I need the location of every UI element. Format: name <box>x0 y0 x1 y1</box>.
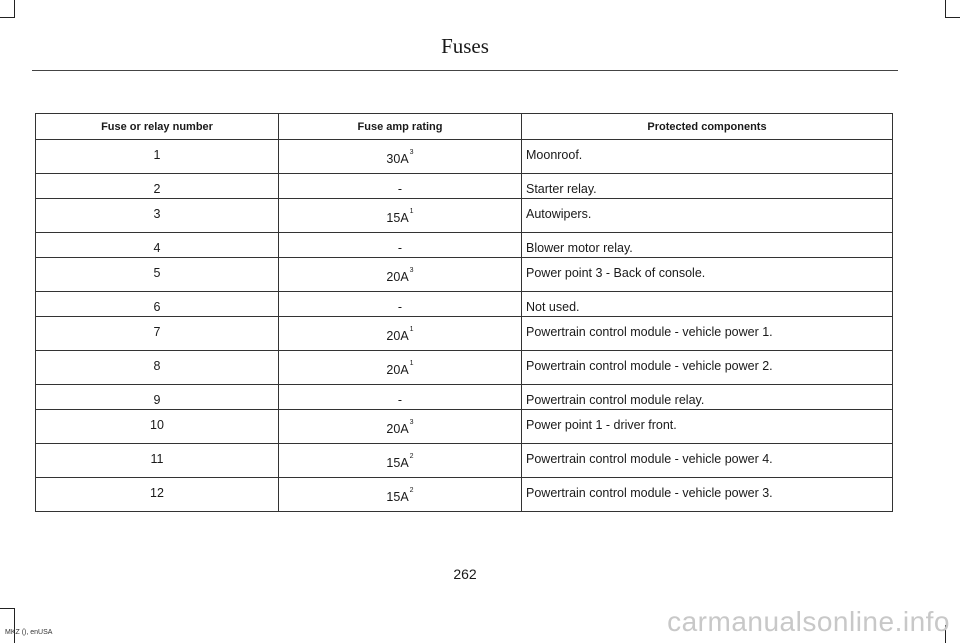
amp-rating-cell <box>279 140 522 174</box>
header-fuse-number: Fuse or relay number <box>36 114 279 140</box>
title-divider <box>32 70 898 71</box>
protected-component: Autowipers. <box>526 207 592 221</box>
footnote-marker: 2 <box>409 487 414 494</box>
amp-rating-cell <box>279 233 522 258</box>
protected-component-cell <box>522 140 893 174</box>
protected-component-cell <box>522 292 893 317</box>
footnote-marker: 2 <box>409 453 414 460</box>
protected-component-cell <box>522 233 893 258</box>
fuse-number: 7 <box>153 325 161 339</box>
amp-rating: - <box>397 182 403 196</box>
protected-component-cell <box>522 351 893 385</box>
fuse-number-cell <box>36 174 279 199</box>
amp-rating-cell <box>279 410 522 444</box>
protected-component: Powertrain control module - vehicle power 4. <box>526 452 773 466</box>
fuse-number-cell <box>36 385 279 410</box>
header-protected-components: Protected components <box>522 114 893 140</box>
protected-component-cell <box>522 258 893 292</box>
crop-mark-top-left-vertical <box>14 0 15 18</box>
amp-rating-cell <box>279 199 522 233</box>
amp-rating: 20A <box>386 422 409 436</box>
footer-edition: MKZ (), enUSA <box>5 629 53 636</box>
crop-mark-top-right-horizontal <box>945 17 960 18</box>
amp-rating-cell <box>279 385 522 410</box>
fuse-number: 1 <box>153 148 161 162</box>
fuse-number-cell <box>36 444 279 478</box>
table-row <box>36 444 893 478</box>
fuse-number: 10 <box>150 418 164 432</box>
fuse-number-cell <box>36 199 279 233</box>
table-row <box>36 385 893 410</box>
footnote-marker: 3 <box>409 267 414 274</box>
fuse-number: 11 <box>150 452 164 466</box>
protected-component: Powertrain control module relay. <box>526 393 705 407</box>
fuse-table <box>35 113 893 512</box>
protected-component-cell <box>522 444 893 478</box>
fuse-number: 4 <box>153 241 161 255</box>
amp-rating-cell <box>279 317 522 351</box>
footnote-marker: 3 <box>409 419 414 426</box>
amp-rating: 20A <box>386 363 409 377</box>
amp-rating: - <box>397 300 403 314</box>
amp-rating: 15A <box>386 456 409 470</box>
amp-rating: 20A <box>386 329 409 343</box>
fuse-number: 6 <box>153 300 161 314</box>
watermark: carmanualsonline.info <box>667 606 950 637</box>
amp-rating: - <box>397 241 403 255</box>
table-row <box>36 478 893 512</box>
footnote-marker: 1 <box>409 208 414 215</box>
footnote-marker: 3 <box>409 149 414 156</box>
table-row <box>36 233 893 258</box>
protected-component: Powertrain control module - vehicle power 1. <box>526 325 773 339</box>
protected-component: Powertrain control module - vehicle power 2. <box>526 359 773 373</box>
footnote-marker: 1 <box>409 360 414 367</box>
fuse-number-cell <box>36 292 279 317</box>
table-row <box>36 292 893 317</box>
amp-rating-cell <box>279 258 522 292</box>
fuse-number: 9 <box>153 393 161 407</box>
crop-mark-bottom-left-vertical <box>14 608 15 643</box>
protected-component: Power point 3 - Back of console. <box>526 266 706 280</box>
protected-component-cell <box>522 317 893 351</box>
fuse-number: 3 <box>153 207 161 221</box>
fuse-number-cell <box>36 140 279 174</box>
protected-component-cell <box>522 199 893 233</box>
amp-rating-cell <box>279 444 522 478</box>
amp-rating: 30A <box>386 152 409 166</box>
page-title: Fuses <box>441 34 489 58</box>
amp-rating-cell <box>279 174 522 199</box>
protected-component: Power point 1 - driver front. <box>526 418 677 432</box>
table-row <box>36 351 893 385</box>
amp-rating: 20A <box>386 270 409 284</box>
fuse-number: 8 <box>153 359 161 373</box>
protected-component: Starter relay. <box>526 182 597 196</box>
amp-rating: 15A <box>386 490 409 504</box>
fuse-number-cell <box>36 478 279 512</box>
amp-rating: 15A <box>386 211 409 225</box>
fuse-number-cell <box>36 410 279 444</box>
fuse-number: 5 <box>153 266 161 280</box>
fuse-number-cell <box>36 351 279 385</box>
protected-component: Powertrain control module - vehicle power 3. <box>526 486 773 500</box>
table-row <box>36 174 893 199</box>
footnote-marker: 1 <box>409 326 414 333</box>
protected-component: Not used. <box>526 300 580 314</box>
crop-mark-top-right-vertical <box>945 0 946 18</box>
protected-component-cell <box>522 174 893 199</box>
table-row <box>36 258 893 292</box>
protected-component-cell <box>522 478 893 512</box>
table-row <box>36 140 893 174</box>
table-row <box>36 199 893 233</box>
crop-mark-top-left-horizontal <box>0 17 15 18</box>
fuse-number-cell <box>36 258 279 292</box>
protected-component: Blower motor relay. <box>526 241 633 255</box>
table-row <box>36 317 893 351</box>
table-row <box>36 410 893 444</box>
fuse-number: 2 <box>153 182 161 196</box>
fuse-number: 12 <box>150 486 164 500</box>
protected-component-cell <box>522 385 893 410</box>
amp-rating-cell <box>279 478 522 512</box>
table-header-row <box>36 114 893 140</box>
header-amp-rating: Fuse amp rating <box>279 114 522 140</box>
fuse-number-cell <box>36 317 279 351</box>
crop-mark-bottom-left-horizontal <box>0 608 15 609</box>
protected-component-cell <box>522 410 893 444</box>
amp-rating-cell <box>279 351 522 385</box>
amp-rating-cell <box>279 292 522 317</box>
fuse-number-cell <box>36 233 279 258</box>
page-number: 262 <box>453 566 477 582</box>
protected-component: Moonroof. <box>526 148 583 162</box>
amp-rating: - <box>397 393 403 407</box>
